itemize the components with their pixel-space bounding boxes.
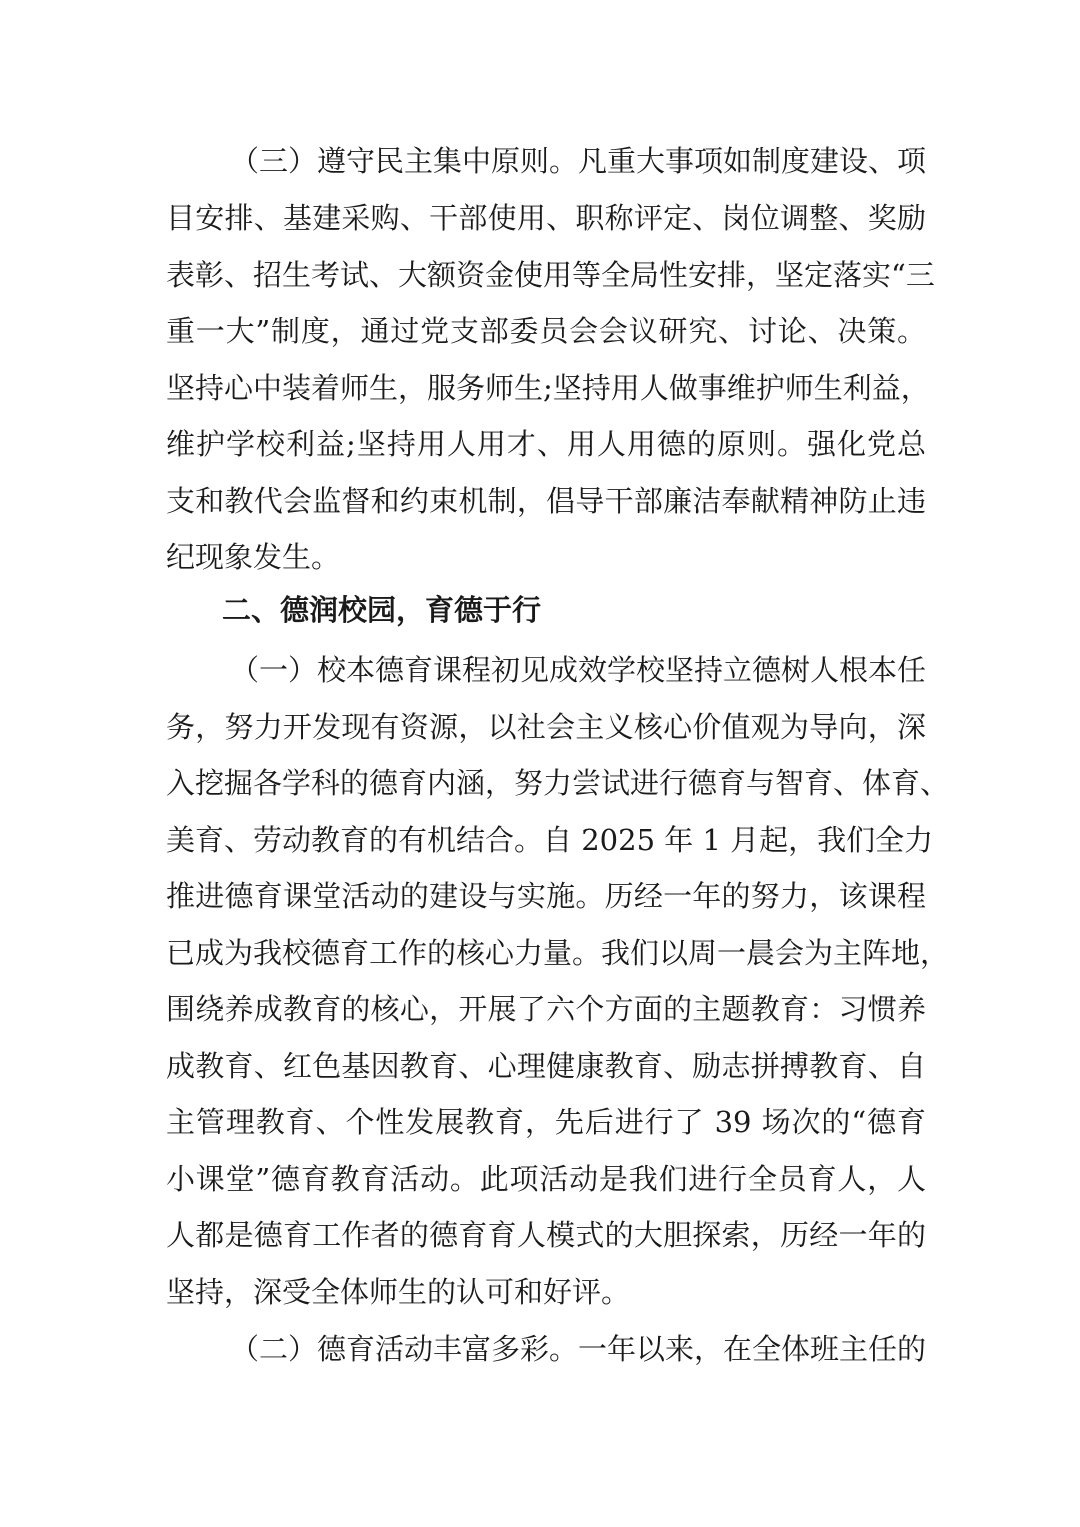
paragraph-line: 小课堂”德育教育活动。此项活动是我们进行全员育人，人 xyxy=(166,1162,926,1196)
paragraph-line: 已成为我校德育工作的核心力量。我们以周一晨会为主阵地， xyxy=(166,936,950,970)
paragraph-line: 务，努力开发现有资源，以社会主义核心价值观为导向，深 xyxy=(166,710,926,744)
paragraph-line: 纪现象发生。 xyxy=(166,540,341,574)
paragraph-line: 维护学校利益;坚持用人用才、用人用德的原则。强化党总 xyxy=(166,427,926,461)
paragraph-line: 表彰、招生考试、大额资金使用等全局性安排，坚定落实“三 xyxy=(166,258,935,292)
paragraph-line: 美育、劳动教育的有机结合。自 2025 年 1 月起，我们全力 xyxy=(166,823,934,857)
paragraph-line: 成教育、红色基因教育、心理健康教育、励志拼搏教育、自 xyxy=(166,1049,926,1083)
paragraph-line: 推进德育课堂活动的建设与实施。历经一年的努力，该课程 xyxy=(166,879,926,913)
paragraph-line: 主管理教育、个性发展教育，先后进行了 39 场次的“德育 xyxy=(166,1105,926,1139)
paragraph-line: 人都是德育工作者的德育育人模式的大胆探索，历经一年的 xyxy=(166,1218,926,1252)
paragraph-line: 坚持，深受全体师生的认可和好评。 xyxy=(166,1275,631,1309)
paragraph-line: （二）德育活动丰富多彩。一年以来，在全体班主任的 xyxy=(230,1332,927,1366)
paragraph-line: 目安排、基建采购、干部使用、职称评定、岗位调整、奖励 xyxy=(166,201,926,235)
paragraph-line: 重一大”制度，通过党支部委员会会议研究、讨论、决策。 xyxy=(166,314,926,348)
paragraph-line: 围绕养成教育的核心，开展了六个方面的主题教育：习惯养 xyxy=(166,992,926,1026)
paragraph-line: 入挖掘各学科的德育内涵，努力尝试进行德育与智育、体育、 xyxy=(166,766,950,800)
section-heading: 二、德润校园，育德于行 xyxy=(222,593,542,627)
paragraph-line: 坚持心中装着师生，服务师生;坚持用人做事维护师生利益， xyxy=(166,371,930,405)
paragraph-line: （一）校本德育课程初见成效学校坚持立德树人根本任 xyxy=(230,653,927,687)
paragraph-line: 支和教代会监督和约束机制，倡导干部廉洁奉献精神防止违 xyxy=(166,484,926,518)
paragraph-line: （三）遵守民主集中原则。凡重大事项如制度建设、项 xyxy=(230,144,927,178)
